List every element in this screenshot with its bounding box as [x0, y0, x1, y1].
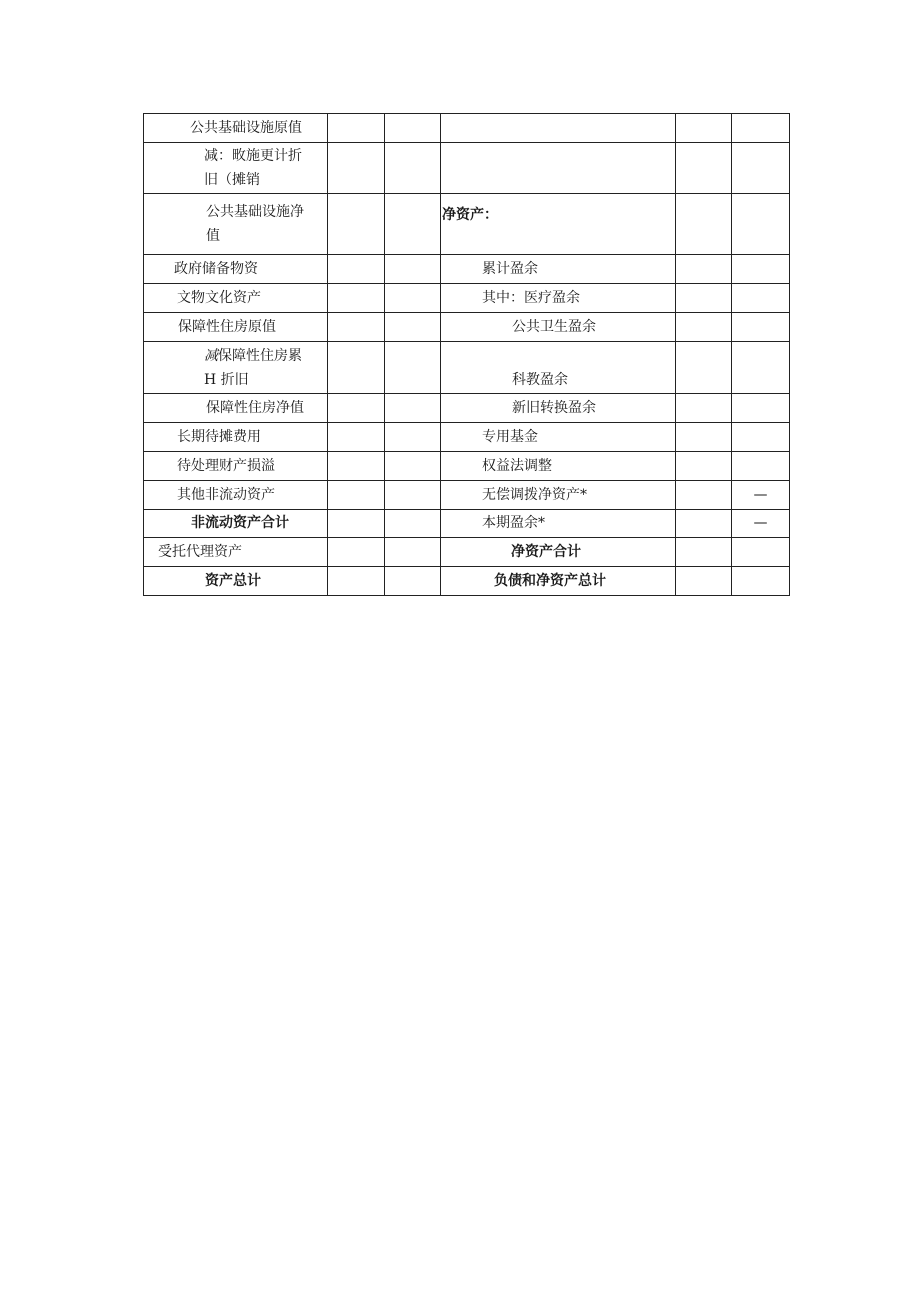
right-label-conversion-surplus: 新旧转换盈余: [441, 394, 676, 423]
balance-sheet-table: [143, 113, 790, 596]
row-label-pending-property-loss: 待处理财产损溢: [144, 452, 328, 481]
value-cell: [732, 342, 790, 394]
value-cell: [328, 194, 385, 255]
value-cell: [676, 114, 732, 143]
row-label-noncurrent-total: 非流动资产合计: [144, 510, 328, 538]
label-line-2: H 折旧: [204, 371, 249, 388]
label-line-1: 保障性住房累: [218, 347, 302, 364]
value-cell: [732, 114, 790, 143]
label-line-1: 减：畋施更计折: [204, 148, 302, 164]
value-cell: [732, 394, 790, 423]
value-cell: [385, 452, 441, 481]
value-cell: [385, 481, 441, 510]
value-cell: [385, 342, 441, 394]
value-cell: [328, 481, 385, 510]
table-row: [144, 423, 790, 452]
value-cell: [732, 452, 790, 481]
row-label-entrusted-assets: 受托代理资产: [144, 538, 328, 567]
table-row: [144, 194, 790, 255]
table-row: [144, 510, 790, 538]
value-cell: [385, 114, 441, 143]
value-cell: [328, 538, 385, 567]
value-cell: [385, 284, 441, 313]
value-cell: [732, 313, 790, 342]
value-cell: [676, 194, 732, 255]
value-cell: [385, 394, 441, 423]
value-cell: [328, 423, 385, 452]
right-label-science-edu-surplus: 科教盈余: [441, 342, 676, 394]
value-cell: [328, 342, 385, 394]
value-cell: [328, 255, 385, 284]
right-label-liabilities-and-net-assets-total: 负债和净资产总计: [441, 567, 676, 596]
row-label-assets-total: 资产总计: [144, 567, 328, 596]
row-label-housing-net: 保障性住房净值: [144, 394, 328, 423]
value-cell: [676, 567, 732, 596]
right-label-cell: [441, 143, 676, 194]
value-cell: [328, 510, 385, 538]
value-cell: [732, 255, 790, 284]
right-label-medical-surplus: 其中：医疗盈余: [441, 284, 676, 313]
row-label-housing-depreciation: [144, 342, 328, 394]
table-row: [144, 284, 790, 313]
right-label-net-assets-header: 净资产：: [441, 194, 676, 255]
table-row: [144, 567, 790, 596]
value-cell: [385, 194, 441, 255]
row-label-public-infra-original: 公共基础设施原值: [144, 114, 328, 143]
value-cell: [328, 394, 385, 423]
value-cell: [328, 567, 385, 596]
value-cell: [385, 313, 441, 342]
row-label-public-infra-depreciation: [144, 143, 328, 194]
label-line-2: 值: [206, 228, 220, 244]
row-label-public-infra-net: [144, 194, 328, 255]
value-cell: [385, 143, 441, 194]
value-cell: [328, 114, 385, 143]
right-label-net-assets-total: 净资产合计: [441, 538, 676, 567]
label-prefix: 减: [204, 347, 218, 364]
value-cell: [732, 284, 790, 313]
table-row: [144, 255, 790, 284]
table-row: [144, 114, 790, 143]
value-cell: [676, 143, 732, 194]
row-label-long-term-prepaid: 长期待摊费用: [144, 423, 328, 452]
right-label-free-transfer-net-assets: 无偿调拨净资产*: [441, 481, 676, 510]
right-label-current-surplus: 本期盈余*: [441, 510, 676, 538]
value-cell: [385, 510, 441, 538]
value-cell: [732, 143, 790, 194]
value-cell: [676, 284, 732, 313]
value-cell: [676, 313, 732, 342]
value-cell: [385, 255, 441, 284]
row-label-cultural-assets: 文物文化资产: [144, 284, 328, 313]
value-cell: [676, 255, 732, 284]
table-row: [144, 394, 790, 423]
table-row: [144, 538, 790, 567]
table-row: [144, 342, 790, 394]
table-row: [144, 481, 790, 510]
value-cell: [328, 143, 385, 194]
value-cell: [676, 510, 732, 538]
table-row: [144, 452, 790, 481]
value-cell: [328, 284, 385, 313]
value-cell: [328, 313, 385, 342]
row-label-gov-reserves: 政府储备物资: [144, 255, 328, 284]
value-cell: [385, 423, 441, 452]
right-label-public-health-surplus: 公共卫生盈余: [441, 313, 676, 342]
label-line-1: 公共基础设施净: [206, 204, 304, 220]
right-label-cell: [441, 114, 676, 143]
value-cell: [732, 423, 790, 452]
value-cell: [676, 342, 732, 394]
value-cell: [732, 567, 790, 596]
right-label-accumulated-surplus: 累计盈余: [441, 255, 676, 284]
right-label-equity-method-adjustment: 权益法调整: [441, 452, 676, 481]
value-cell: [385, 567, 441, 596]
value-cell: [676, 423, 732, 452]
dash-cell: —: [732, 481, 790, 510]
value-cell: [676, 481, 732, 510]
value-cell: [732, 194, 790, 255]
value-cell: [328, 452, 385, 481]
value-cell: [385, 538, 441, 567]
row-label-other-noncurrent: 其他非流动资产: [144, 481, 328, 510]
table-row: [144, 313, 790, 342]
value-cell: [676, 394, 732, 423]
dash-cell: —: [732, 510, 790, 538]
label-line-2: 旧（摊销: [204, 172, 260, 188]
value-cell: [732, 538, 790, 567]
right-label-special-fund: 专用基金: [441, 423, 676, 452]
value-cell: [676, 538, 732, 567]
value-cell: [676, 452, 732, 481]
table-row: [144, 143, 790, 194]
row-label-housing-original: 保障性住房原值: [144, 313, 328, 342]
